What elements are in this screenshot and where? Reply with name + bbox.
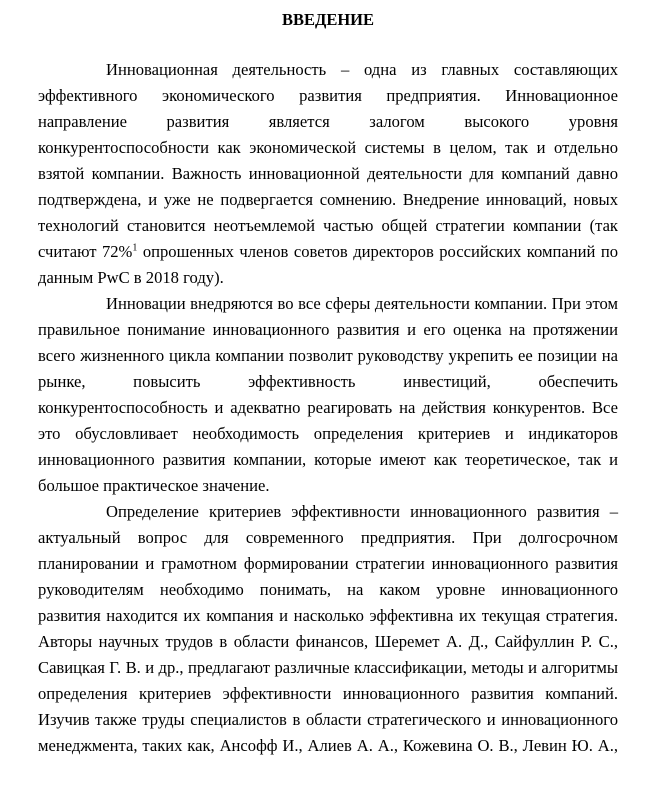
paragraph-3-line-10: менеджмента, таких как, Ансофф И., Алиев А. А., Кожевина О. В., Левин Ю. А.,	[38, 736, 618, 755]
paragraph-1-line-5: взятой компании. Важность инновационной деятельности для компаний давно	[38, 164, 618, 183]
paragraph-3-line-6: Авторы научных трудов в области финансов, Шеремет А. Д., Сайфуллин Р. С.,	[38, 632, 618, 651]
paragraph-2-line-3: всего жизненного цикла компании позволит руководству укрепить ее позиции на	[38, 346, 618, 365]
paragraph-2-line-2: правильное понимание инновационного развития и его оценка на протяжении	[38, 320, 618, 339]
paragraph-2-line-7: инновационного развития компании, которые имеют как теоретическое, так и	[38, 450, 618, 469]
paragraph-2-line-6: это обусловливает необходимость определения критериев и индикаторов	[38, 424, 618, 443]
paragraph-1-line-3: направление развития является залогом высокого уровня	[38, 112, 618, 131]
paragraph-1-line-9: данным PwC в 2018 году).	[38, 268, 224, 287]
paragraph-1-line-8	[38, 239, 618, 265]
paragraph-3-line-1: Определение критериев эффективности инновационного развития –	[106, 502, 618, 521]
paragraph-1-line-6: подтверждена, и уже не подвергается сомнению. Внедрение инноваций, новых	[38, 190, 618, 209]
paragraph-2-line-5: конкурентоспособность и адекватно реагировать на действия конкурентов. Все	[38, 398, 618, 417]
paragraph-1-line-4: конкурентоспособности как экономической системы в целом, так и отдельно	[38, 138, 618, 157]
paragraph-1-line-1: Инновационная деятельность – одна из главных составляющих	[106, 60, 618, 79]
paragraph-3-line-2: актуальный вопрос для современного предприятия. При долгосрочном	[38, 528, 618, 547]
paragraph-3-line-4: руководителям необходимо понимать, на каком уровне инновационного	[38, 580, 618, 599]
page-title: ВВЕДЕНИЕ	[281, 10, 375, 29]
paragraph-3-line-9: Изучив также труды специалистов в области стратегического и инновационного	[38, 710, 618, 729]
line-text-after-footnote: опрошенных членов советов директоров российских компаний по	[137, 242, 618, 261]
paragraph-2-line-4: рынке, повысить эффективность инвестиций, обеспечить	[38, 372, 618, 391]
paragraph-1-line-2: эффективного экономического развития предприятия. Инновационное	[38, 86, 618, 105]
paragraph-3-line-8: определения критериев эффективности инновационного развития компаний.	[38, 684, 618, 703]
paragraph-2-line-8: большое практическое значение.	[38, 476, 270, 495]
paragraph-2-line-1: Инновации внедряются во все сферы деятельности компании. При этом	[106, 294, 618, 313]
paragraph-3-line-7: Савицкая Г. В. и др., предлагают различные классификации, методы и алгоритмы	[38, 658, 618, 677]
paragraph-3-line-3: планировании и грамотном формировании стратегии инновационного развития	[38, 554, 618, 573]
paragraph-3-line-5: развития находится их компания и насколько эффективна их текущая стратегия.	[38, 606, 618, 625]
paragraph-1-line-7: технологий становится неотъемлемой частью общей стратегии компании (так	[38, 216, 618, 235]
footnote-marker: 1	[132, 242, 138, 254]
line-text-before-footnote: считают 72%	[38, 242, 133, 261]
